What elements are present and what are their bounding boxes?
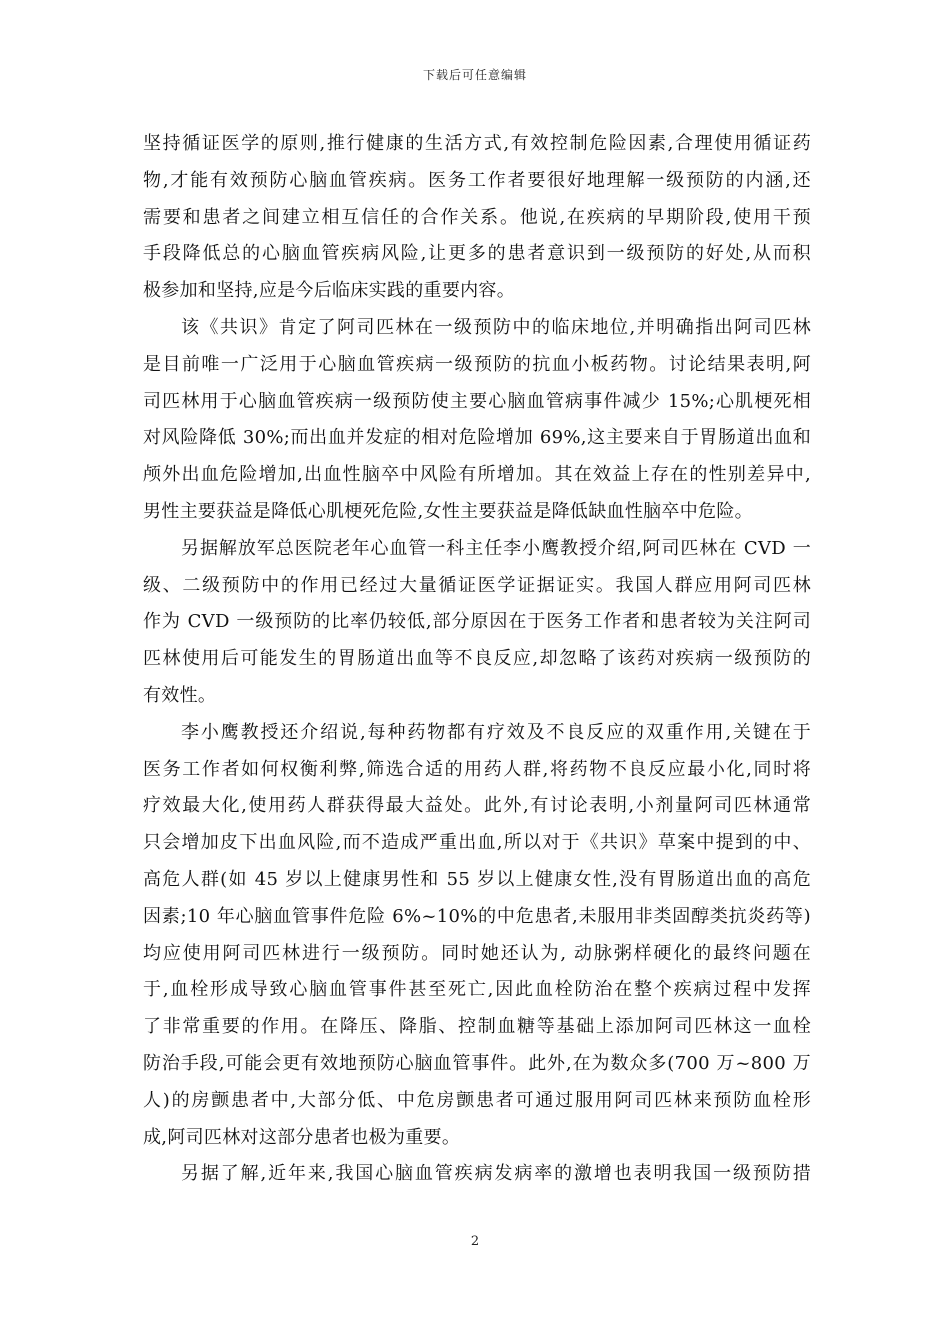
text-line: 作为 CVD 一级预防的比率仍较低,部分原因在于医务工作者和患者较为关注阿司 [143,611,811,633]
text-line: 因素;10 年心脑血管事件危险 6%~10%的中危患者,未服用非类固醇类抗炎药等) [143,905,811,927]
text-line: 极参加和坚持,应是今后临床实践的重要内容。 [143,280,516,302]
text-line: 该《共识》肯定了阿司匹林在一级预防中的临床地位,并明确指出阿司匹林 [181,316,811,338]
paragraph-2 [143,310,811,531]
paragraph-3 [143,531,811,715]
text-line: 高危人群(如 45 岁以上健康男性和 55 岁以上健康女性,没有胃肠道出血的高危 [143,868,811,890]
paragraph-5 [143,1156,811,1193]
paragraph-1 [143,126,811,310]
text-line: 是目前唯一广泛用于心脑血管疾病一级预防的抗血小板药物。讨论结果表明,阿 [143,353,811,375]
text-line: 只会增加皮下出血风险,而不造成严重出血,所以对于《共识》草案中提到的中、 [143,832,811,854]
text-line: 于,血栓形成导致心脑血管事件甚至死亡,因此血栓防治在整个疾病过程中发挥 [143,979,811,1001]
text-line: 成,阿司匹林对这部分患者也极为重要。 [143,1126,461,1148]
text-line: 级、二级预防中的作用已经过大量循证医学证据证实。我国人群应用阿司匹林 [143,574,811,596]
page-number: 2 [470,1234,480,1249]
text-line: 司匹林用于心脑血管疾病一级预防使主要心脑血管病事件减少 15%;心肌梗死相 [143,390,811,412]
paragraph-4 [143,715,811,1157]
text-line: 另据了解,近年来,我国心脑血管疾病发病率的激增也表明我国一级预防措 [181,1163,811,1185]
page-header: 下载后可任意编辑 [422,68,527,82]
text-line: 均应使用阿司匹林进行一级预防。同时她还认为, 动脉粥样硬化的最终问题在 [143,942,811,964]
text-line: 需要和患者之间建立相互信任的合作关系。他说,在疾病的早期阶段,使用干预 [143,206,811,228]
text-line: 颅外出血危险增加,出血性脑卒中风险有所增加。其在效益上存在的性别差异中, [143,464,811,486]
text-line: 李小鹰教授还介绍说,每种药物都有疗效及不良反应的双重作用,关键在于 [181,721,811,743]
text-line: 疗效最大化,使用药人群获得最大益处。此外,有讨论表明,小剂量阿司匹林通常 [143,795,811,817]
text-line: 人)的房颤患者中,大部分低、中危房颤患者可通过服用阿司匹林来预防血栓形 [143,1089,811,1111]
document-body [143,126,811,1193]
text-line: 医务工作者如何权衡利弊,筛选合适的用药人群,将药物不良反应最小化,同时将 [143,758,811,780]
text-line: 防治手段,可能会更有效地预防心脑血管事件。此外,在为数众多(700 万~800 万 [143,1052,811,1074]
text-line: 手段降低总的心脑血管疾病风险,让更多的患者意识到一级预防的好处,从而积 [143,243,811,265]
text-line: 男性主要获益是降低心肌梗死危险,女性主要获益是降低缺血性脑卒中危险。 [143,500,753,522]
text-line: 坚持循证医学的原则,推行健康的生活方式,有效控制危险因素,合理使用循证药 [143,133,811,154]
text-line: 了非常重要的作用。在降压、降脂、控制血糖等基础上添加阿司匹林这一血栓 [143,1016,811,1038]
text-line: 另据解放军总医院老年心血管一科主任李小鹰教授介绍,阿司匹林在 CVD 一 [181,537,811,559]
text-line: 有效性。 [143,684,217,706]
text-line: 对风险降低 30%;而出血并发症的相对危险增加 69%,这主要来自于胃肠道出血和 [143,427,811,449]
text-line: 物,才能有效预防心脑血管疾病。医务工作者要很好地理解一级预防的内涵,还 [143,169,811,191]
text-line: 匹林使用后可能发生的胃肠道出血等不良反应,却忽略了该药对疾病一级预防的 [143,648,811,670]
